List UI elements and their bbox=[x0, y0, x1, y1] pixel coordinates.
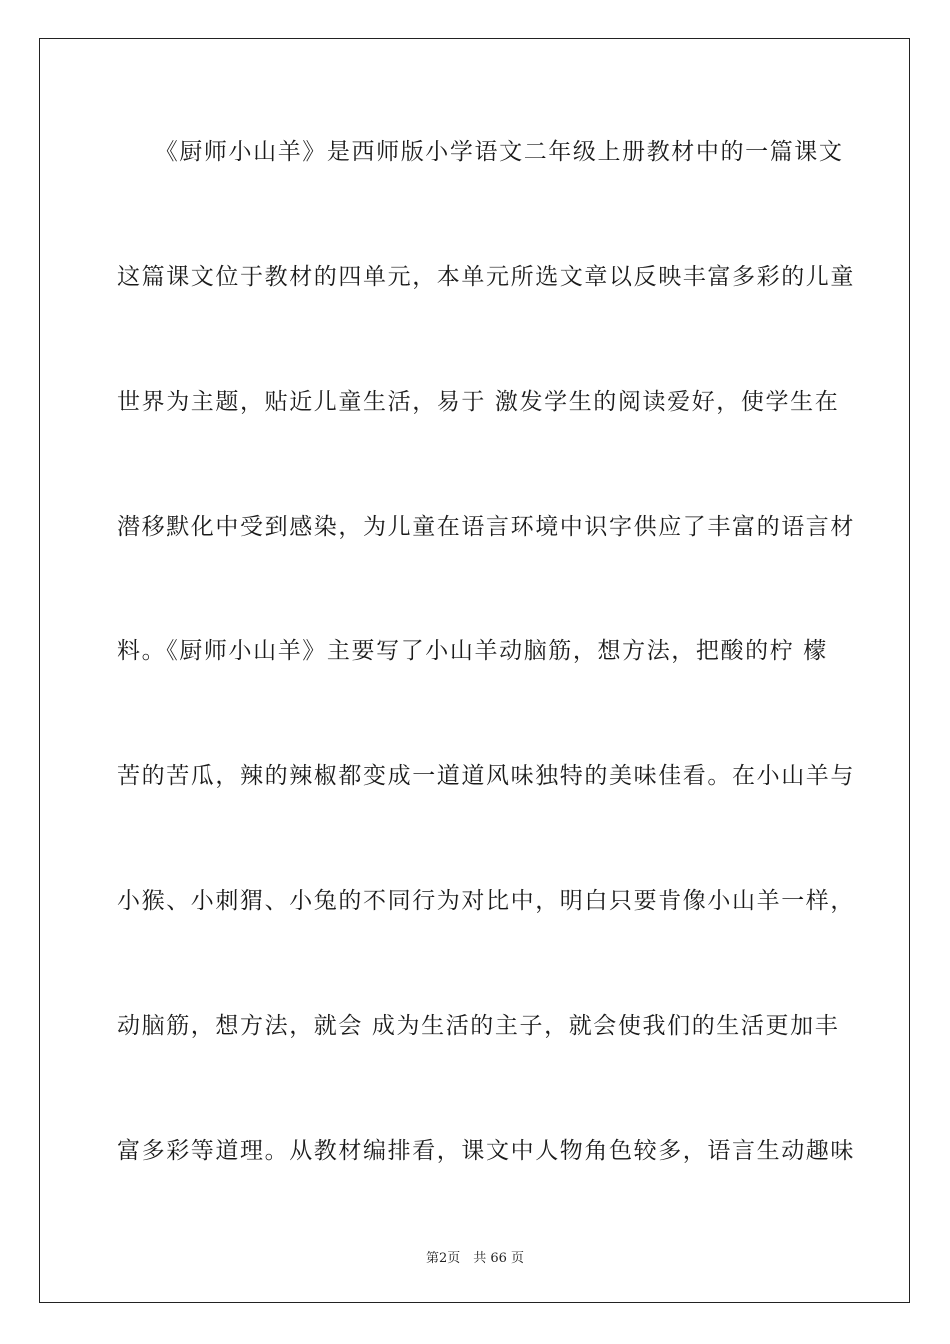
body-text-line: 料。《厨师小山羊》主要写了小山羊动脑筋，想方法，把酸的柠 檬 bbox=[117, 638, 828, 664]
page-border-frame bbox=[39, 38, 910, 1303]
page-number-footer: 第2页 共 66 页 bbox=[425, 1251, 525, 1266]
body-text-line: 世界为主题，贴近儿童生活，易于 激发学生的阅读爱好，使学生在 bbox=[117, 389, 840, 415]
body-text-line: 《厨师小山羊》是西师版小学语文二年级上册教材中的一篇课文 bbox=[117, 139, 844, 165]
body-text-line: 潜移默化中受到感染，为儿童在语言环境中识字供应了丰富的语言材 bbox=[117, 514, 855, 540]
body-text-line: 这篇课文位于教材的四单元，本单元所选文章以反映丰富多彩的儿童 bbox=[117, 264, 855, 290]
body-text-line: 小猴、小刺猬、小兔的不同行为对比中，明白只要肯像小山羊一样， bbox=[117, 888, 855, 914]
body-text-line: 动脑筋，想方法，就会 成为生活的主子，就会使我们的生活更加丰 bbox=[117, 1013, 840, 1039]
body-text-line: 苦的苦瓜，辣的辣椒都变成一道道风味独特的美味佳看。在小山羊与 bbox=[117, 763, 855, 789]
body-text-line: 富多彩等道理。从教材编排看，课文中人物角色较多，语言生动趣味 bbox=[117, 1138, 855, 1164]
